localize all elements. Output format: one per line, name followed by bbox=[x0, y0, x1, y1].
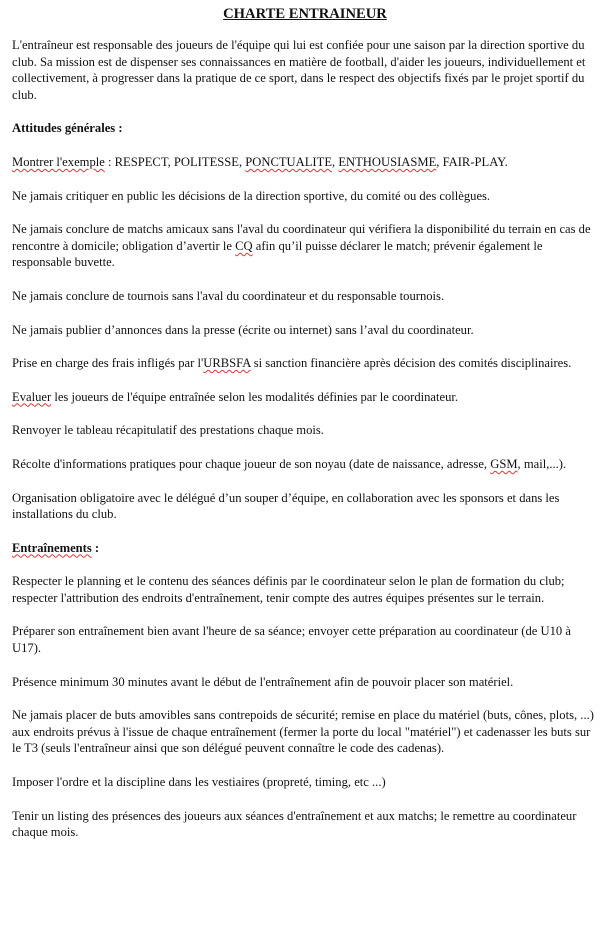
spellcheck-underlined-text: Montrer l'exemple bbox=[12, 154, 105, 169]
paragraph-matchs-amicaux bbox=[12, 221, 598, 271]
text-run: Prise en charge des frais infligés par l' bbox=[12, 356, 204, 371]
text-run: Ne jamais conclure de matchs amicaux sans l'aval du coordinateur qui vérifiera la disponibilité du terrain en cas de rencontre à domicile; obligation d’avertir le bbox=[12, 222, 591, 253]
paragraph-recolte bbox=[12, 456, 598, 473]
paragraph-discipline: Imposer l'ordre et la discipline dans les vestiaires (propreté, timing, etc ...) bbox=[12, 775, 386, 790]
paragraph-example bbox=[12, 154, 598, 171]
text-run: , FAIR-PLAY. bbox=[436, 154, 508, 169]
text-run: les joueurs de l'équipe entraînée selon les modalités définies par le coordinateur. bbox=[51, 389, 459, 404]
paragraph-tableau: Renvoyer le tableau récapitulatif des prestations chaque mois. bbox=[12, 423, 324, 438]
spellcheck-underlined-text: PONCTUALITE bbox=[245, 154, 333, 169]
section-heading-attitudes: Attitudes générales : bbox=[12, 121, 123, 136]
paragraph-tournois: Ne jamais conclure de tournois sans l'aval du coordinateur et du responsable tournois. bbox=[12, 288, 445, 303]
text-run: , mail,...). bbox=[517, 456, 567, 471]
paragraph-evaluer bbox=[12, 389, 598, 406]
intro-paragraph: L'entraîneur est responsable des joueurs de l'équipe qui lui est confiée pour une saison par la direction sportive du club. Sa mission est de dispenser ses connaissances en matière de football, d'aider les joueurs, individuellement et collectivement, à progresser dans la pratique de ce sport, dans le respect des objectifs fixés par le projet sportif du club. bbox=[12, 38, 586, 102]
paragraph-planning: Respecter le planning et le contenu des séances définis par le coordinateur selon le plan de formation du club; respecter l'attribution des endroits d'entraînement, tenir compte des autres équipes présentes sur le terrain. bbox=[12, 574, 565, 605]
paragraph-buts: Ne jamais placer de buts amovibles sans contrepoids de sécurité; remise en place du matériel (buts, cônes, plots, ...) aux endroits prévus à l'issue de chaque entraînement (fermer la porte du local "matériel") et cadenasser les buts sur le T3 (seuls l'entraîneur ainsi que son délégué peuvent connaître le code des cadenas). bbox=[12, 708, 594, 756]
paragraph-critique: Ne jamais critiquer en public les décisions de la direction sportive, du comité ou des collègues. bbox=[12, 188, 491, 203]
text-run: si sanction financière après décision des comités disciplinaires. bbox=[250, 356, 572, 371]
spellcheck-underlined-text: Evaluer bbox=[12, 389, 52, 404]
text-run: afin qu’il puisse déclarer le match; prévenir également le responsable buvette. bbox=[12, 238, 543, 270]
paragraph-souper: Organisation obligatoire avec le délégué d’un souper d’équipe, en collaboration avec les sponsors et dans les installations du club. bbox=[12, 490, 560, 522]
text-run: : RESPECT, POLITESSE, bbox=[104, 154, 246, 169]
text-run: : bbox=[91, 540, 100, 555]
text-run: , bbox=[332, 154, 339, 169]
paragraph-listing: Tenir un listing des présences des joueurs aux séances d'entraînement et aux matchs; le remettre au coordinateur chaque mois. bbox=[12, 808, 577, 840]
text-run: Récolte d'informations pratiques pour chaque joueur de son noyau (date de naissance, adresse, bbox=[12, 456, 491, 471]
document-title: CHARTE ENTRAINEUR bbox=[223, 6, 387, 22]
spellcheck-underlined-text: ENTHOUSIASME bbox=[338, 154, 437, 169]
section-heading-entrainements bbox=[12, 540, 598, 557]
spellcheck-underlined-text: CQ bbox=[235, 238, 253, 253]
paragraph-frais bbox=[12, 355, 598, 372]
paragraph-preparer: Préparer son entraînement bien avant l'heure de sa séance; envoyer cette préparation au coordinateur (de U10 à U17). bbox=[12, 624, 571, 656]
paragraph-presence: Présence minimum 30 minutes avant le début de l'entraînement afin de pouvoir placer son matériel. bbox=[12, 674, 514, 689]
paragraph-presse: Ne jamais publier d’annonces dans la presse (écrite ou internet) sans l’aval du coordinateur. bbox=[12, 322, 474, 337]
spellcheck-underlined-text: URBSFA bbox=[203, 356, 251, 371]
spellcheck-underlined-text: GSM bbox=[490, 456, 518, 471]
spellcheck-underlined-text: Entraînements bbox=[12, 540, 92, 555]
